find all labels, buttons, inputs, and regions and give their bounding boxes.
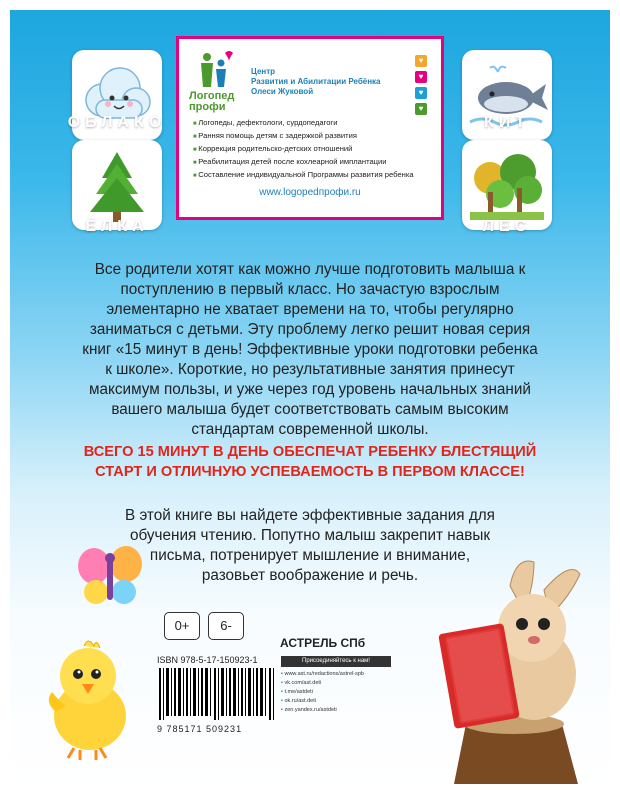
age-rating-badge: 0+	[164, 612, 200, 640]
logo-line-1: Логопед	[189, 90, 235, 102]
heart-icon: ♥	[415, 87, 427, 99]
service-item: ■ Ранняя помощь детям с задержкой развития	[193, 130, 433, 143]
bunny-reading-book-illustration	[394, 556, 604, 784]
highlight-slogan: ВСЕГО 15 МИНУТ В ДЕНЬ ОБЕСПЕЧАТ РЕБЕНКУ БЛЕСТЯЩИЙ СТАРТ И ОТЛИЧНУЮ УСПЕВАЕМОСТЬ В ПЕРВОМ КЛАССЕ!	[83, 444, 537, 480]
heart-column	[415, 55, 427, 119]
isbn-label: ISBN 978-5-17-150923-1	[157, 655, 258, 665]
service-item: ■ Реабилитация детей после кохлеарной имплантации	[193, 156, 433, 169]
book-back-cover	[10, 10, 610, 787]
chick-icon	[34, 632, 144, 762]
fir-tree-card	[72, 140, 162, 230]
center-line-1: Центр	[251, 67, 276, 76]
therapy-center-ad	[176, 36, 444, 220]
book-description: В этой книге вы найдете эффективные задания для обучения чтению. Попутно малыш закрепит навык письма, потренирует мышление и внимание, разовьет воображение и речь.	[125, 507, 495, 584]
logo-wordmark	[189, 91, 234, 113]
heart-icon: ♥	[415, 103, 427, 115]
join-us-bar: Присоединяйтесь к нам!	[281, 656, 391, 667]
services-list	[193, 117, 433, 182]
word-whale: КИТ	[483, 114, 531, 131]
fir-tree-icon	[72, 140, 162, 230]
service-item: ■ Коррекция родительско-детских отношений	[193, 143, 433, 156]
heart-icon: ♥	[415, 71, 427, 83]
word-forest: ЛЕС	[482, 218, 532, 235]
barcode-number: 9 785171 509231	[157, 724, 243, 734]
center-line-3: Олеси Жуковой	[251, 87, 314, 96]
social-link[interactable]: ▪ ok.ru/ast.deti	[281, 697, 364, 706]
website-link[interactable]: www.logopedпрофи.ru	[259, 187, 361, 198]
social-link[interactable]: ▪ zen.yandex.ru/astdeti	[281, 706, 364, 715]
word-fir-tree: ЁЛКА	[85, 218, 149, 235]
service-item: ■ Составление индивидуальной Программы развития ребенка	[193, 169, 433, 182]
service-item: ■ Логопеды, дефектологи, сурдопедагоги	[193, 117, 433, 130]
social-link[interactable]: ▪ vk.com/ast.deti	[281, 679, 364, 688]
butterfly-icon	[74, 542, 146, 612]
social-link[interactable]: ▪ t.me/astdeti	[281, 688, 364, 697]
forest-card	[462, 140, 552, 230]
forest-icon	[462, 140, 552, 230]
heart-icon: ♥	[415, 55, 427, 67]
age-rating-badge: 6-	[208, 612, 244, 640]
social-links	[281, 670, 364, 715]
logo-line-2: профи	[189, 101, 226, 113]
barcode-icon	[157, 668, 277, 720]
publisher-logo	[280, 636, 365, 650]
publisher-name: АСТРЕЛЬ СПб	[280, 636, 366, 650]
social-link[interactable]: ▪ www.ast.ru/redactions/astrel-spb	[281, 670, 364, 679]
intro-paragraph: Все родители хотят как можно лучше подготовить малыша к поступлению в первый класс. Но зачастую взрослым элементарно не хватает времени на то, чтобы регулярно заниматься с детьми. Эту проблему легко решит новая серия книг «15 минут в день! Эффективные уроки подготовки ребенка к школе». Короткие, но результативные занятия принесут максимум пользы, и уже через год уровень начальных знаний вашего малыша будет соответствовать самым высоким стандартам современной школы.	[82, 261, 538, 438]
center-name	[251, 67, 381, 97]
logoped-profi-logo-icon	[191, 47, 237, 93]
word-cloud: ОБЛАКО	[67, 114, 167, 131]
center-line-2: Развития и Абилитации Ребёнка	[251, 77, 381, 86]
